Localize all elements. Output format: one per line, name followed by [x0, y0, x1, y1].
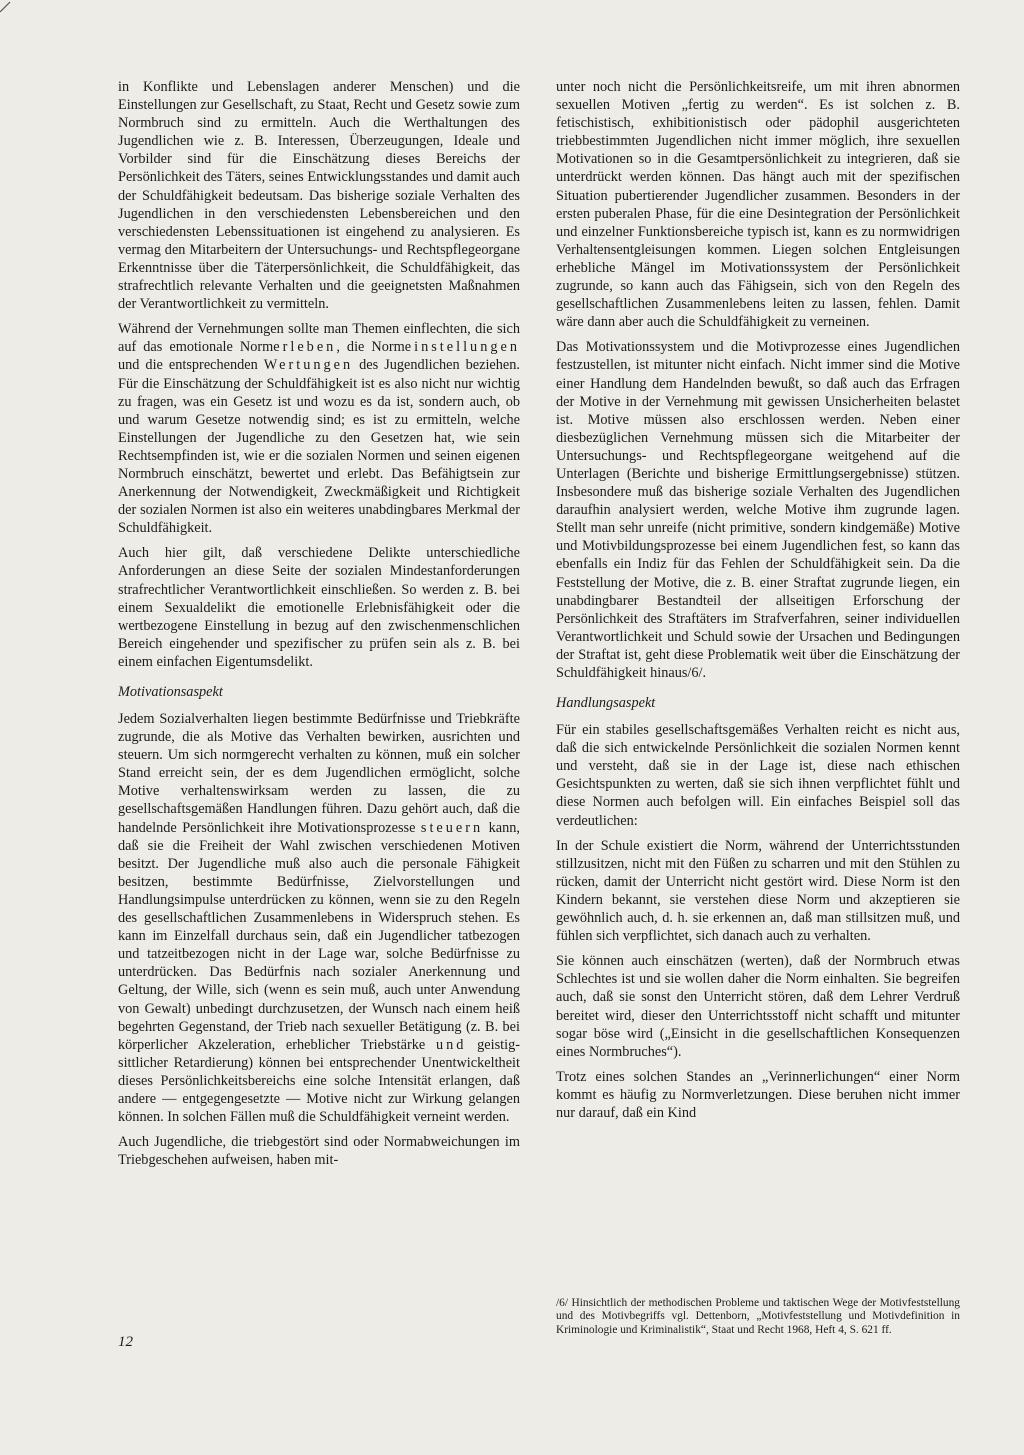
- text-run: , die Norm: [336, 339, 405, 356]
- right-paragraph-6: Trotz eines solchen Standes an „Verinnerlichungen“ einer Norm kommt es häufig zu Normverletzungen. Diese beruhen nicht immer nur darauf, daß ein Kind: [556, 1068, 960, 1121]
- right-paragraph-3: Für ein stabiles gesellschaftsgemäßes Verhalten reicht es nicht aus, daß die sich entwickelnde Persönlichkeit die sozialen Normen kennt und versteht, daß sie in der Lage ist, diese nach ethischen Gesichtspunkten zu werten, daß sie sich ihnen verpflichtet fühlt und diese Normen auch befolgen will. Ein einfaches Beispiel soll das verdeutlichen:: [556, 722, 960, 829]
- spaced-emphasis: erleben: [273, 339, 337, 356]
- text-run: und die entsprechenden: [118, 357, 264, 374]
- right-paragraph-4: In der Schule existiert die Norm, während der Unterrichtsstunden stillzusitzen, nicht mit den Füßen zu scharren und mit den Stühlen zu rücken, damit der Unterricht nicht gestört wird. Diese Norm ist den Kindern bekannt, sie verstehen diese Norm und akzeptieren sie gewöhnlich auch, d. h. sie erkennen an, daß man stillsitzen muß, und fühlen sich verpflichtet, sich danach auch zu verhalten.: [556, 837, 960, 945]
- spaced-emphasis: und: [435, 1036, 467, 1053]
- text-run: geistig-sittlicher Retardierung) können bei entsprechender Unentwickeltheit dieses Persönlichkeitsbereichs eine solche Intensität erlangen, daß andere — entgegengesetzte — Motive nicht zur Wirkung gelangen können. In solchen Fällen muß die Schuldfähigkeit verneint werden.: [118, 1036, 520, 1126]
- right-column: [556, 78, 960, 1129]
- text-run: Während der Vernehmungen sollte man Themen einflechten, die sich auf das emotionale Norm: [118, 321, 520, 356]
- corner-pen-mark: [0, 0, 20, 20]
- spaced-emphasis: einstellungen: [404, 339, 520, 356]
- left-paragraph-4: [118, 710, 520, 1126]
- footnote: [556, 1297, 960, 1337]
- section-heading-motivationsaspekt: Motivationsaspekt: [118, 684, 223, 700]
- right-paragraph-1: unter noch nicht die Persönlichkeitsreife, um mit ihren abnormen sexuellen Motiven „fertig zu werden“. Es ist solchen z. B. fetischistisch, exhibitionistisch oder pädophil ausgerichteten triebbestimmten Jugendlichen nicht immer möglich, ihre sexuellen Motivationen so in die Gesamtpersönlichkeit zu integrieren, daß sie unterdrückt werden können. Das hängt auch mit der spezifischen Situation pubertierender Jugendlicher zusammen. Besonders in der ersten puberalen Phase, für die eine Desintegration der Persönlichkeit und einzelner Funktionsbereiche typisch ist, kann es zu normwidrigen Verhaltensentgleisungen kommen. Liegen solchen Entgleisungen erhebliche Mängel im Motivationssystem der Persönlichkeit zugrunde, so kann auch das Fähigsein, sich von den Regeln des gesellschaftlichen Zusammenlebens leiten zu lassen, fehlen. Damit wäre dann aber auch die Schuldfähigkeit zu verneinen.: [556, 79, 960, 331]
- left-paragraph-1: in Konflikte und Lebenslagen anderer Menschen) und die Einstellungen zur Gesellschaft, zu Staat, Recht und Gesetz sowie zum Normbruch sind zu ermitteln. Auch die Werthaltungen des Jugendlichen wie z. B. Interessen, Überzeugungen, Ideale und Vorbilder sind für die Einschätzung dieses Bereichs der Persönlichkeit des Täters, seines Entwicklungsstandes und damit auch der Schuldfähigkeit bedeutsam. Das bisherige soziale Verhalten des Jugendlichen in den verschiedensten Lebensbereichen und den verschiedensten Lebenssituationen ist eingehend zu analysieren. Es vermag den Mitarbeitern der Untersuchungs- und Rechtspflegeorgane Erkenntnisse über die Täterpersönlichkeit, die Schuldfähigkeit, das strafrechtlich relevante Verhalten und die geeignetsten Maßnahmen der Verantwortlichkeit zu vermitteln.: [118, 79, 520, 313]
- spaced-emphasis: steuern: [420, 819, 484, 836]
- left-column: [118, 78, 520, 1176]
- page-number: 12: [118, 1334, 133, 1350]
- text-run: Jedem Sozialverhalten liegen bestimmte Bedürfnisse und Triebkräfte zugrunde, die als Motive das Verhalten bewirken, ausrichten und steuern. Um sich normgerecht verhalten zu können, muß ein solcher Stand erreicht sein, der es dem Jugendlichen ermöglicht, solche Motive verhaltenswirksam werden zu lassen, die zu gesellschaftsgemäßen Handlungen führen. Dazu gehört auch, daß die handelnde Persönlichkeit ihre Motivationsprozesse: [118, 711, 520, 836]
- right-paragraph-5: Sie können auch einschätzen (werten), daß der Normbruch etwas Schlechtes ist und sie wollen daher die Norm einhalten. Sie begreifen auch, daß sie sonst den Unterricht stören, daß dem Lehrer Verdruß bereitet wird, dieser den Unterrichtsstoff nicht schafft und mitunter sogar böse wird („Einsicht in die gesellschaftlichen Konsequenzen eines Normbruches“).: [556, 953, 960, 1060]
- text-run: kann, daß sie die Freiheit der Wahl zwischen verschiedenen Motiven besitzt. Der Jugendliche muß also auch die personale Fähigkeit besitzen, bestimmte Bedürfnisse, Zielvorstellungen und Handlungsimpulse unterdrücken zu können, wenn sie zu den Regeln des gesellschaftlichen Zusammenlebens in Widerspruch stehen. Es kann im Einzelfall durchaus sein, daß ein Jugendlicher tatbezogen und tatzeitbezogen nicht in der Lage war, solche Bedürfnisse zu unterdrücken. Das Bedürfnis nach sozialer Anerkennung und Geltung, der Wille, sich (wenn es sein muß, auch unter Anwendung von Gewalt) unbedingt durchzusetzen, der Wunsch nach einem heiß begehrten Gegenstand, der Trieb nach sexueller Betätigung (z. B. bei körperlicher Akzeleration, erheblicher Triebstärke: [118, 819, 520, 1053]
- right-paragraph-2: Das Motivationssystem und die Motivprozesse eines Jugendlichen festzustellen, ist mitunter nicht einfach. Nicht immer sind die Motive einer Handlung dem Handelnden bewußt, so daß auch das Erfragen der Motive in der Vernehmung mit gewissen Unsicherheiten belastet ist. Motive müssen also erschlossen werden. Neben einer diesbezüglichen Vernehmung müssen sich die Mitarbeiter der Untersuchungs- und Rechtspflegeorgane weitgehend auf die Unterlagen (Berichte und bisherige Ermittlungsergebnisse) stützen. Insbesondere muß das bisherige soziale Verhalten des Jugendlichen daraufhin analysiert werden, welche Motive ihm zugrunde lagen. Stellt man sehr unreife (nicht primitive, sondern kindgemäße) Motive und Motivbildungsprozesse bei einem Jugendlichen fest, so kann das ebenfalls ein Indiz für das Fehlen der Schuldfähigkeit sein. Da die Feststellung der Motive, die z. B. einer Straftat zugrunde liegen, ein unabdingbarer Bestandteil der allseitigen Erforschung der Persönlichkeit des Straftäters im Strafverfahren, seiner individuellen Verantwortlichkeit und Schuld sowie der Ursachen und Bedingungen der Straftat ist, geht diese Problematik weit über die Einschätzung der Schuldfähigkeit hinaus/6/.: [556, 339, 960, 681]
- section-heading-handlungsaspekt: Handlungsaspekt: [556, 695, 656, 712]
- left-paragraph-2: [118, 320, 520, 537]
- left-paragraph-3: Auch hier gilt, daß verschiedene Delikte unterschiedliche Anforderungen an diese Seite der sozialen Mindestanforderungen strafrechtlicher Verantwortlichkeit einschließen. So werden z. B. bei einem Sexualdelikt die emotionelle Erlebnisfähigkeit oder die wertbezogene Einstellung in bezug auf den zwischenmenschlichen Bereich eingehender und spezifischer zu prüfen sein als z. B. bei einem einfachen Eigentumsdelikt.: [118, 545, 520, 670]
- footnote-text: /6/ Hinsichtlich der methodischen Probleme und taktischen Wege der Motivfeststellung und des Motivbegriffs vgl. Dettenborn, „Motivfeststellung und Motivdefinition in Kriminologie und Kriminalistik“, Staat und Recht 1968, Heft 4, S. 621 ff.: [556, 1297, 960, 1336]
- left-paragraph-5: Auch Jugendliche, die triebgestört sind oder Normabweichungen im Triebgeschehen aufweisen, haben mit-: [118, 1134, 520, 1169]
- spaced-emphasis: Wertungen: [263, 357, 354, 374]
- text-run: des Jugendlichen beziehen. Für die Einschätzung der Schuldfähigkeit ist es also nicht nur wichtig zu fragen, was ein Gesetz ist und wozu es da ist, sondern auch, ob und warum Gesetze notwendig sind; es ist zu ermitteln, welche Einstellungen der Jugendliche zu den Gesetzen hat, wie sein Rechtsempfinden ist, wie er die sozialen Normen und seinen eigenen Normbruch einschätzt, bewertet und erlebt. Das Befähigtsein zur Anerkennung der Notwendigkeit, Zweckmäßigkeit und Richtigkeit der sozialen Normen ist also ein weiteres unabdingbares Merkmal der Schuldfähigkeit.: [118, 357, 520, 537]
